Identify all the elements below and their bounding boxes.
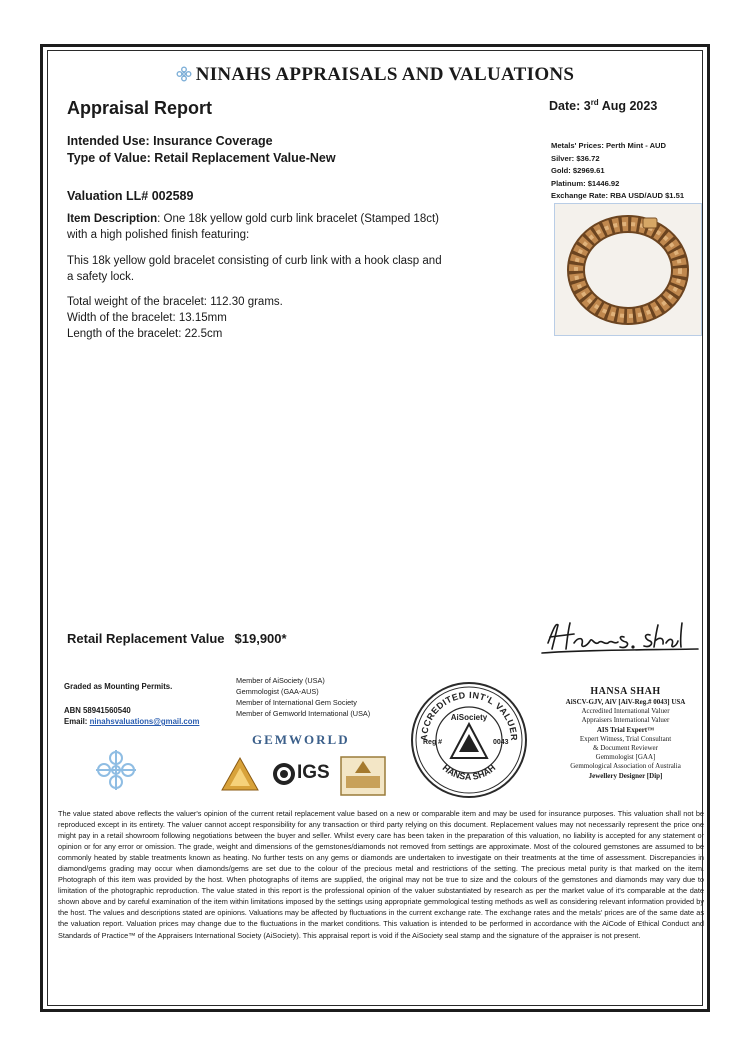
retail-value xyxy=(67,631,287,646)
credential-line: Appraisers International Valuer xyxy=(581,716,670,725)
membership-line: Gemmologist (GAA-AUS) xyxy=(236,687,319,696)
email-link[interactable]: ninahsvaluations@gmail.com xyxy=(89,717,200,726)
silver-price: Silver: $36.72 xyxy=(551,153,600,163)
abn-number: ABN 58941560540 xyxy=(64,706,131,715)
memberships xyxy=(236,675,370,719)
weight-line: Total weight of the bracelet: 112.30 grams. xyxy=(67,296,283,308)
aisociety-snowflake-icon xyxy=(92,746,140,799)
metals-prices xyxy=(551,140,684,203)
item-description-label: Item Description xyxy=(67,213,158,225)
credential-line: Expert Witness, Trial Consultant xyxy=(579,734,672,743)
credential-line: AIS Trial Expert™ xyxy=(596,725,655,734)
retail-value-amount: $19,900* xyxy=(234,631,287,646)
company-name-text: NINAHS APPRAISALS AND VALUATIONS xyxy=(195,64,575,85)
credential-line: Gemmologist [GAA] xyxy=(595,753,656,762)
membership-line: Member of AiSociety (USA) xyxy=(236,676,325,685)
valuation-number: Valuation LL# 002589 xyxy=(67,189,194,203)
seal-center-text: AiSociety xyxy=(450,713,488,722)
length-line: Length of the bracelet: 22.5cm xyxy=(67,328,223,340)
exchange-rate: Exchange Rate: RBA USD/AUD $1.51 xyxy=(551,191,685,200)
retail-value-label: Retail Replacement Value xyxy=(67,631,225,646)
seal-reg-number: 0043 xyxy=(493,739,509,746)
credential-line: & Document Reviewer xyxy=(593,744,658,753)
disclaimer-text: The value stated above reflects the valuer's opinion of the current retail replacement value based on a new or comparable item and may be used for insurance purposes. This valuation shall not be reproduced except in its entirety. The valuer cannot accept responsibility for any transaction or third party relying on this document. Replacement values may not necessarily represent the price one might pay in a retail showroom following negotiations between the buyer and seller. Whilst every care has been taken in the preparation of this valuation, no liability is accepted for any statement or opinion or for any error or omission. The grade, weight and dimensions of the gemstones/diamonds not removed from settings are approximate. Most of the coloured gemstones are assumed to be commonly heated by stable treatments known as heating. No further tests on any gems or diamonds are undertaken to investigate on their treatments at the time of assessment. Discrepancies in diamond/gems grading may occur when diamonds/gems are set due to the colour of the precious metal and restrictions of the setting. The precious metal purity is that marked on the item. Photograph of this item was provided by the host. When photographs of items are supplied, the original may not be true to size and the colours of the gemstones and diamonds may vary due to limitation of the photographic reproduction. The value stated in this report is the professional opinion of the valuer substantiated by research as per the market value of it's comparable at the date shown above and by careful examination of the item within limitations imposed by the settings using appropriate gemmological testing methods as well as considering relevant information provided by the host. The values and descriptions stated are opinions. Valuations may be affected by fluctuations in the current exchange rate. The exchange rates and the metals' prices are of the same date as the valuation report. Valuation prices may change due to the fluctuations in the market conditions. This valuation is intended to be performed in accordance with the AiCode of Ethical Conduct and Standards of Practice™ of the Appraisers International Society (AiSociety). This appraisal report is void if the AiSociety seal stamp and the signature of the appraiser is not present. xyxy=(58,809,704,940)
item-description-detail: This 18k yellow gold bracelet consisting of curb link with a hook clasp and a safety lock. xyxy=(67,255,442,283)
appraiser-credentials xyxy=(538,685,713,781)
igs-seal-icon xyxy=(272,762,296,791)
width-line: Width of the bracelet: 13.15mm xyxy=(67,312,227,324)
bracelet-photo xyxy=(554,203,702,336)
email-label: Email: xyxy=(64,717,90,726)
intended-use: Intended Use: Insurance Coverage xyxy=(67,134,273,148)
snowflake-logo-icon xyxy=(176,66,192,88)
seal-reg-label: Reg # xyxy=(423,739,443,746)
seal-top-text: ACCREDITED INT'L VALUER xyxy=(418,689,520,742)
aisociety-seal xyxy=(409,680,529,805)
report-date xyxy=(549,98,657,113)
credential-line: Accredited International Valuer xyxy=(581,707,670,716)
gaa-badge-icon xyxy=(340,756,386,801)
metals-title: Metals' Prices: Perth Mint - AUD xyxy=(551,141,667,150)
credential-line: AiSCV-GJV, AiV [AiV-Reg.# 0043] USA xyxy=(565,698,686,706)
report-title: Appraisal Report xyxy=(67,98,213,118)
seal-bottom-text: HANSA SHAH xyxy=(440,762,498,782)
membership-line: Member of International Gem Society xyxy=(236,698,357,707)
appraiser-name: HANSA SHAH xyxy=(590,686,661,697)
graded-note: Graded as Mounting Permits. xyxy=(64,682,173,691)
item-description xyxy=(67,211,447,243)
credential-line: Jewellery Designer [Dip] xyxy=(588,771,663,780)
platinum-price: Platinum: $1446.92 xyxy=(551,178,620,188)
date-prefix: Date: 3 xyxy=(549,99,591,114)
gold-price: Gold: $2969.61 xyxy=(551,166,605,175)
date-ordinal: rd xyxy=(590,98,599,107)
appraiser-signature xyxy=(540,617,700,662)
type-of-value: Type of Value: Retail Replacement Value-New xyxy=(67,151,336,165)
measurements xyxy=(67,294,283,342)
date-suffix: Aug 2023 xyxy=(598,99,658,114)
contact-block xyxy=(64,705,199,727)
company-name xyxy=(0,64,750,88)
email-line xyxy=(64,716,199,727)
item-description-text: : One 18k yellow gold curb link bracelet (Stamped 18ct) with a high polished finish featuring: xyxy=(67,213,439,241)
igs-logo: IGS xyxy=(297,762,330,783)
gemworld-logo: GEMWORLD xyxy=(252,732,350,747)
aisociety-triangle-logo-icon xyxy=(220,756,260,797)
credential-line: Gemmological Association of Australia xyxy=(570,762,681,771)
membership-line: Member of Gemworld International (USA) xyxy=(236,709,371,718)
